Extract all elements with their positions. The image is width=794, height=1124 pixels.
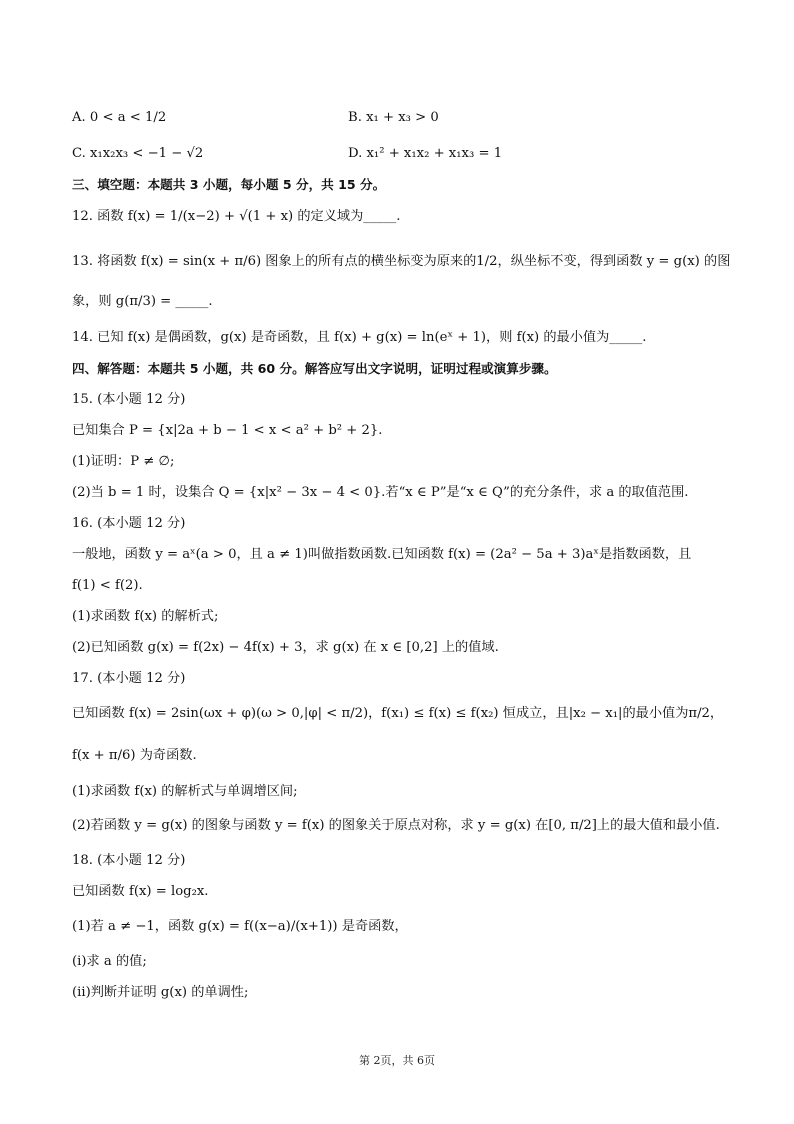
text-line: 已知函数 f(x) = 2sin(ωx + φ)(ω > 0,|φ| < π/2)，f(x₁) ≤ f(x) ≤ f(x₂) 恒成立，且|x₂ − x₁|的最小值为π/2， — [72, 706, 724, 721]
page-footer: 第 2页，共 6页 — [359, 1054, 435, 1067]
text-line: (1)求函数 f(x) 的解析式与单调增区间; — [72, 784, 298, 799]
text-line: 象，则 g(π/3) = _____. — [72, 294, 213, 309]
text-line: f(x + π/6) 为奇函数. — [72, 748, 197, 763]
section-heading: 四、解答题：本题共 5 小题，共 60 分。解答应写出文字说明，证明过程或演算步骤。 — [72, 361, 557, 376]
text-line: 14. 已知 f(x) 是偶函数，g(x) 是奇函数，且 f(x) + g(x) = ln(eˣ + 1)，则 f(x) 的最小值为_____. — [72, 330, 647, 345]
text-line: (ⅱ)判断并证明 g(x) 的单调性; — [72, 985, 249, 1000]
text-line: B. x₁ + x₃ > 0 — [348, 110, 439, 125]
text-line: 已知函数 f(x) = log₂x. — [72, 884, 209, 899]
text-line: (2)已知函数 g(x) = f(2x) − 4f(x) + 3，求 g(x) 在 x ∈ [0,2] 上的值域. — [72, 640, 499, 655]
text-line: (1)证明：P ≠ ∅; — [72, 454, 175, 469]
text-line: 已知集合 P = {x|2a + b − 1 < x < a² + b² + 2}. — [72, 423, 383, 438]
text-line: (2)若函数 y = g(x) 的图象与函数 y = f(x) 的图象关于原点对称，求 y = g(x) 在[0, π/2]上的最大值和最小值. — [72, 818, 720, 833]
text-line: 一般地，函数 y = aˣ(a > 0，且 a ≠ 1)叫做指数函数.已知函数 f(x) = (2a² − 5a + 3)aˣ是指数函数，且 — [72, 547, 692, 562]
text-line: (2)当 b = 1 时，设集合 Q = {x|x² − 3x − 4 < 0}.若“x ∈ P”是“x ∈ Q”的充分条件，求 a 的取值范围. — [72, 485, 689, 500]
text-line: (1)求函数 f(x) 的解析式; — [72, 609, 219, 624]
section-heading: 三、填空题：本题共 3 小题，每小题 5 分，共 15 分。 — [72, 177, 386, 192]
text-line: (1)若 a ≠ −1，函数 g(x) = f((x−a)/(x+1)) 是奇函数， — [72, 919, 408, 934]
text-line: 13. 将函数 f(x) = sin(x + π/6) 图象上的所有点的横坐标变为原来的1/2，纵坐标不变，得到函数 y = g(x) 的图 — [72, 254, 731, 269]
text-line: C. x₁x₂x₃ < −1 − √2 — [72, 146, 204, 161]
text-line: 16. (本小题 12 分) — [72, 516, 186, 531]
text-line: 12. 函数 f(x) = 1/(x−2) + √(1 + x) 的定义域为_____. — [72, 209, 401, 224]
text-line: (ⅰ)求 a 的值; — [72, 954, 147, 969]
text-line: 15. (本小题 12 分) — [72, 392, 186, 407]
text-line: D. x₁² + x₁x₂ + x₁x₃ = 1 — [348, 146, 503, 161]
text-line: 17. (本小题 12 分) — [72, 671, 186, 686]
text-line: A. 0 < a < 1/2 — [72, 110, 167, 125]
text-line: 18. (本小题 12 分) — [72, 853, 186, 868]
text-line: f(1) < f(2). — [72, 578, 143, 593]
